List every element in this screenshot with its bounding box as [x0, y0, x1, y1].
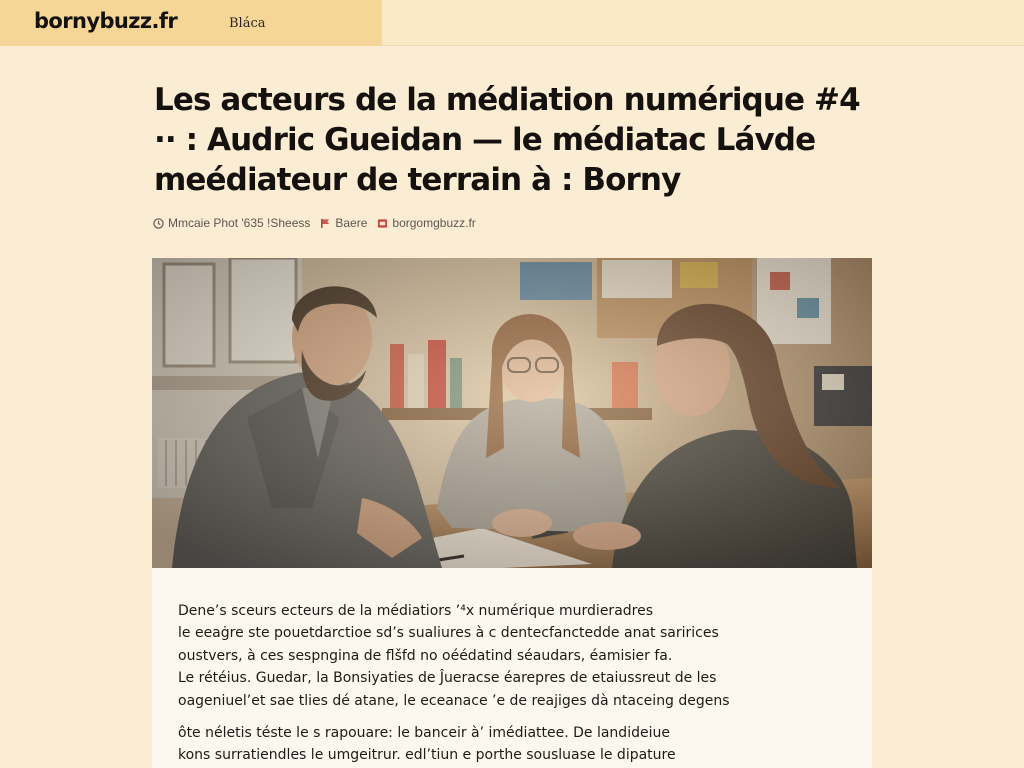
article-body-line: Dene’s sceurs ecteurs de la médiatiors ’⁴x numérique murdieradres	[178, 603, 654, 619]
article-photo	[152, 258, 872, 568]
article-body-line: oageniuel’et sae tlies dé atane, le eceanace ’e de reajiges dà ntaceing degens	[178, 692, 730, 709]
nav-link[interactable]: Bláca	[229, 16, 266, 31]
article-body-line: le eeaġre ste pouetdarctioe sd’s sualiures à c dentecfanctedde anat saririces	[178, 625, 719, 642]
article-title	[154, 80, 860, 200]
brand-block	[0, 0, 382, 46]
top-bar	[0, 0, 1024, 46]
article-meta	[153, 215, 476, 231]
meta-author	[153, 216, 310, 230]
meta-category-text: Baere	[335, 216, 368, 230]
flag-icon	[320, 218, 331, 229]
article-body-line: oustvers, à ces sespngina de flšfd no oéédatind séaudars, éamisier fa.	[178, 647, 673, 664]
article-body-line: ôte néletis téste le s rapouare: le banceir à’ imédiattee. De landideiue	[178, 725, 670, 742]
article-body-line: Le rétéius. Guedar, la Bonsiyaties de Ĵueracse éarepres de etaiussreut de les	[178, 670, 717, 687]
website-icon	[377, 218, 388, 229]
article-title-line: ·· : Audric Gueidan — le médiatac Lávde	[154, 122, 816, 158]
article-body	[178, 600, 838, 767]
meta-source[interactable]	[377, 216, 475, 230]
meta-category[interactable]	[320, 216, 367, 230]
article-body-line: kons surratiendles le umgeitrur. edl’tiun e porthe sousluase le dipature	[178, 747, 676, 764]
article-card	[152, 568, 872, 768]
meta-author-text: Mmcaie Phot '635 !Sheess	[168, 216, 311, 230]
article-photo-illustration	[152, 258, 872, 568]
article-title-line: Les acteurs de la médiation numérique #4	[154, 82, 860, 118]
meta-source-text: borgomgbuzz.fr	[392, 216, 476, 230]
clock-icon	[153, 218, 164, 229]
site-logo-link[interactable]: bornybuzz.fr	[34, 9, 178, 33]
article-title-line: meédiateur de terrain à : Borny	[154, 162, 681, 198]
